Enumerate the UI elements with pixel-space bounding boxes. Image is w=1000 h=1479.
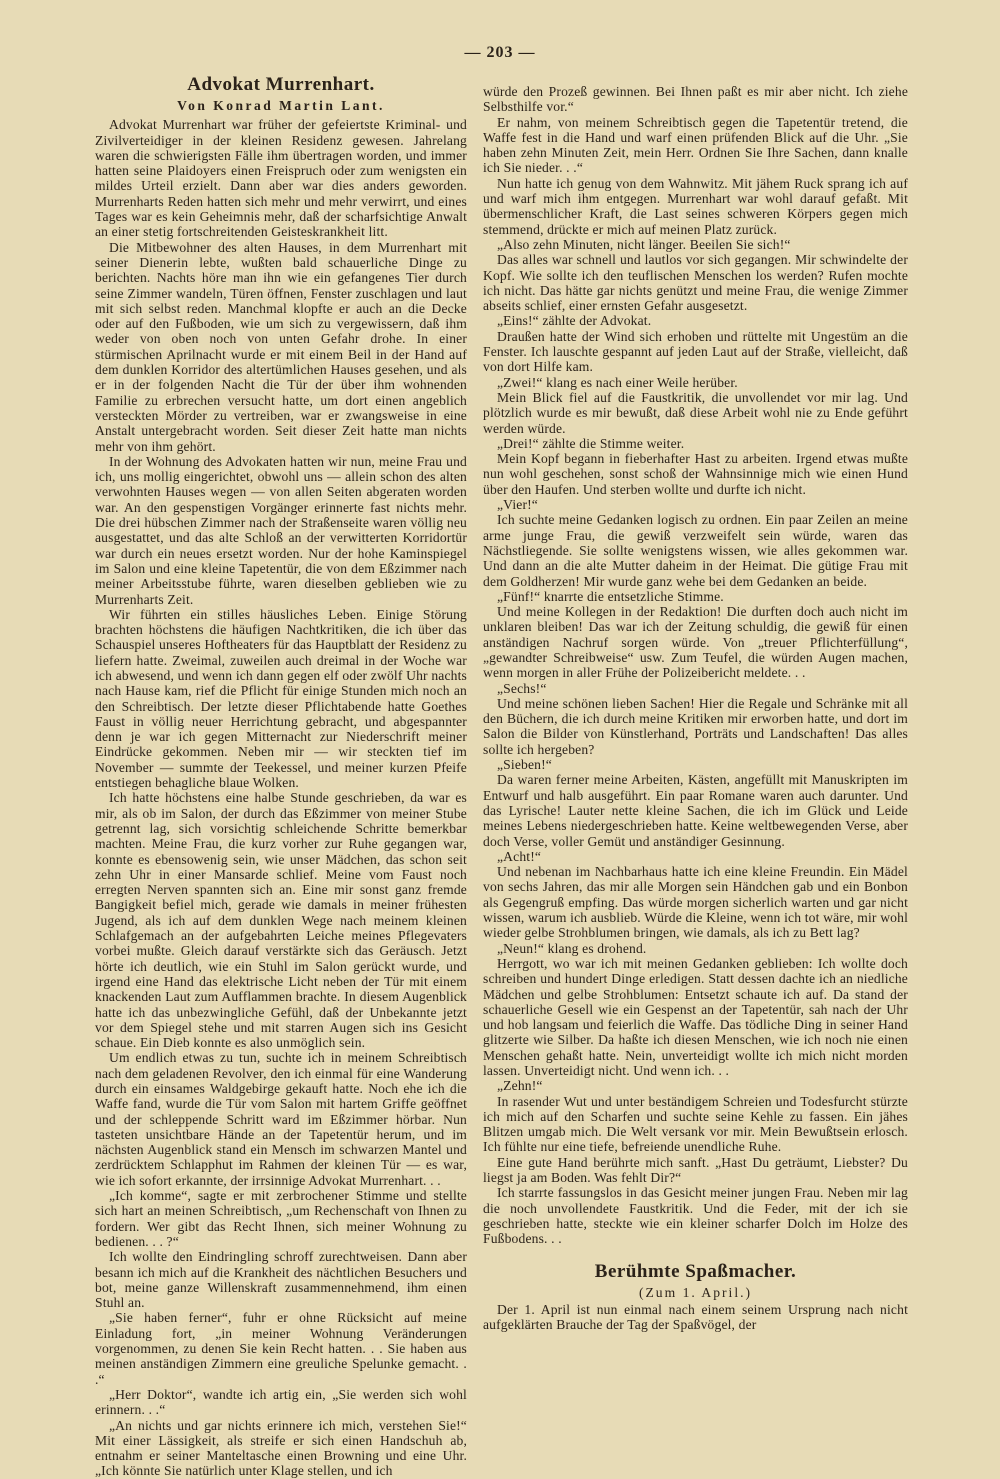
paragraph: Draußen hatte der Wind sich erhoben und rüttelte mit Ungestüm an die Fenster. Ich lauschte gespannt auf jeden Laut auf der Straße, vielleicht, daß von dort Hilfe kam. [483,328,908,375]
paragraph: „Ich komme“, sagte er mit zerbrochener Stimme und stellte sich hart an meinen Schreibtisch, „um Rechenschaft von Ihnen zu fordern. Wer gibt das Recht Ihnen, sich meiner Wohnung zu bedienen. . . ?“ [95,1188,467,1249]
paragraph: Advokat Murrenhart war früher der gefeiertste Kriminal- und Zivilverteidiger in der kleinen Residenz gewesen. Jahrelang waren die schwierigsten Fälle ihm übertragen worden, und immer hatten seine Plaidoyers einen Freispruch oder zum wenigsten ein mildes Urteil erzielt. Dann aber war dies anders geworden. Murrenharts Reden hatten sich mehr und mehr verwirrt, und eines Tages war es kein Geheimnis mehr, daß der scharfsichtige Anwalt an einer stetig fortschreitenden Geisteskrankheit litt. [95,117,467,240]
paragraph: „Fünf!“ knarrte die entsetzliche Stimme. [497,588,724,604]
paragraph: In der Wohnung des Advokaten hatten wir nun, meine Frau und ich, uns mollig eingerichtet, obwohl uns — allein schon des alten verwohnten Hauses wegen — von allen Seiten abgeraten worden war. An den gespenstigen Vorgänger erinnerte fast nichts mehr. Die drei hübschen Zimmer nach der Straßenseite waren völlig neu ausgestattet, und das alte Schloß an der verwitterten Korridortür war durch ein neues ersetzt worden. Nur der hohe Kaminspiegel im Salon und eine kleine Tapetentür, die von dem Eßzimmer nach meiner Arbeitsstube führte, waren dieselben geblieben wie zu Murrenharts Zeit. [95,453,467,607]
second-article-subtitle: (Zum 1. April.) [638,1284,753,1300]
paragraph: würde den Prozeß gewinnen. Bei Ihnen paßt es mir aber nicht. Ich ziehe Selbsthilfe vor.“ [483,84,908,115]
paragraph: Wir führten ein stilles häusliches Leben. Einige Störung brachten höchstens die häufigen Nachtkritiken, die ich über das Schauspiel unseres Hoftheaters für das Hauptblatt der Residenz zu liefern hatte. Zweimal, zuweilen auch dreimal in der Woche war ich abwesend, und wenn ich dann gegen elf oder zwölf Uhr nachts nach Hause kam, rief die Pflicht für einige Stunden mich noch an den Schreibtisch. Der letzte dieser Pflichtabende hatte Goethes Faust in völlig neuer Herrichtung gebracht, und abgespannter denn je war ich gegen Mitternacht zur Niederschrift meiner Eindrücke gekommen. Neben mir — wir steckten tief im November — summte der Teekessel, und meiner kurzen Pfeife entstiegen behagliche blaue Wolken. [95,606,467,791]
article-body-left [95,117,467,1478]
left-column [95,74,467,1479]
paragraph: Ich starrte fassungslos in das Gesicht meiner jungen Frau. Neben mir lag die noch unvollendete Faustkritik. Und die Feder, mit der ich sie geschrieben hatte, steckte wie ein kleiner scharfer Dolch im Holze des Fußbodens. . . [483,1185,908,1247]
second-article-body [483,1302,908,1333]
paragraph: „An nichts und gar nichts erinnere ich mich, verstehen Sie!“ Mit einer Lässigkeit, als streife er sich einen Handschuh ab, entnahm er seiner Manteltasche einen Browning und eine Uhr. „Ich könnte Sie natürlich unter Klage stellen, und ich [95,1417,467,1479]
paragraph: Herrgott, wo war ich mit meinen Gedanken geblieben: Ich wollte doch schreiben und hundert Dinge erledigen. Statt dessen dachte ich an niedliche Mädchen und gelbe Strohblumen: Entsetzt schaute ich auf. Da stand der schauerliche Gesell wie ein Gespenst an der Tapetentür, sah nach der Uhr und hob langsam und feierlich die Waffe. Das tödliche Ding in seiner Hand glitzerte wie Silber. Da haßte ich diesen Menschen, wie ich noch nie einen Menschen gehaßt hatte. Nein, unverteidigt wollte ich mich nicht morden lassen. Unverteidigt nicht. Und wenn ich. . . [483,955,908,1078]
paragraph: Ich hatte höchstens eine halbe Stunde geschrieben, da war es mir, als ob im Salon, der durch das Eßzimmer von meiner Stube getrennt lag, sich vorsichtig schleichende Schritte bemerkbar machten. Meine Frau, die kurz vorher zur Ruhe gegangen war, konnte es ebensowenig sein, wie unser Mädchen, das schon seit zehn Uhr in einer Mansarde schlief. Meine vom Faust noch erregten Nerven spannten sich an. Eine mir sonst ganz fremde Bangigkeit befiel mich, gerade wie damals in meiner frühesten Jugend, als ich auf dem dunklen Wege nach meinem kleinen Schlafgemach an der aufgebahrten Leiche meines Pflegevaters vorbei mußte. Gleich darauf verstärkte sich das Geräusch. Jetzt hörte ich deutlich, wie ein Stuhl im Salon gerückt wurde, und irgend eine Hand das elektrische Licht neben der Tür mit einem knackenden Laut zum Aufflammen brachte. In diesem Augenblick hatte ich das unbezwingliche Gefühl, daß der Unbekannte jetzt vor dem Spiegel stehe und mit starren Augen sich ins Gesicht schaue. Ein Dieb konnte es also unmöglich sein. [95,790,467,1051]
paragraph: Eine gute Hand berührte mich sanft. „Hast Du geträumt, Liebster? Du liegst ja am Boden. Was fehlt Dir?“ [483,1154,908,1186]
paragraph: Mein Blick fiel auf die Faustkritik, die unvollendet vor mir lag. Und plötzlich wurde es mir bewußt, daß diese Arbeit wohl nie zu Ende geführt werden würde. [483,389,908,436]
paragraph: „Neun!“ klang es drohend. [497,940,647,956]
paragraph: Ich suchte meine Gedanken logisch zu ordnen. Ein paar Zeilen an meine arme junge Frau, die gewiß verzweifelt sein würde, waren das Nächstliegende. Sie sollte wenigstens wissen, wie alles gekommen war. Und dann an die alte Mutter daheim in der Heimat. Die gütige Frau mit dem Goldherzen! Mir wurde ganz wehe bei dem Gedanken an beide. [483,512,908,589]
paragraph: Nun hatte ich genug von dem Wahnwitz. Mit jähem Ruck sprang ich auf und warf mich ihm entgegen. Murrenhart war wohl darauf gefaßt. Mit übermenschlicher Kraft, die Last seines schweren Körpers gegen mich stemmend, drückte er mich auf meinen Platz zurück. [483,175,908,237]
article-byline: Von Konrad Martin Lant. [177,98,385,113]
second-article-title: Berühmte Spaßmacher. [594,1260,797,1282]
paragraph: „Zwei!“ klang es nach einer Weile herüber. [497,374,738,390]
paragraph: Um endlich etwas zu tun, suchte ich in meinem Schreibtisch nach dem geladenen Revolver, den ich einmal für eine Wanderung durch ein einsames Waldgebirge gekauft hatte. Noch ehe ich die Waffe fand, wurde die Tür vom Salon mit hartem Griffe geöffnet und der schleppende Schritt ward im Eßzimmer hörbar. Nun tasteten unsichtbare Hände an der Tapetentür herum, und im nächsten Augenblick stand ein Mensch im schwarzen Mantel und zerdrücktem Schlapphut im Rahmen der kleinen Tür — es war, wie ich sofort erkannte, der irrsinnige Advokat Murrenhart. . . [95,1050,467,1188]
paragraph: Und nebenan im Nachbarhaus hatte ich eine kleine Freundin. Ein Mädel von sechs Jahren, das mir alle Morgen sein Händchen gab und ein Bonbon als Gegengruß empfing. Das würde morgen sicherlich warten und gar nicht wissen, warum ich ausblieb. Würde die Kleine, wenn ich tot wäre, mir wohl wieder gelbe Strohblumen bringen, wie damals, als ich zu Bett lag? [483,864,908,941]
paragraph: „Also zehn Minuten, nicht länger. Beeilen Sie sich!“ [497,236,791,252]
paragraph: „Sechs!“ [497,680,547,696]
paragraph: „Sie haben ferner“, fuhr er ohne Rücksicht auf meine Einladung fort, „in meiner Wohnung Veränderungen vorgenommen, zu denen Sie kein Recht hatten. . . Sie haben aus meinen anständigen Zimmern eine greuliche Spelunke gemacht. . .“ [95,1310,467,1387]
paragraph: „Zehn!“ [497,1078,543,1094]
paragraph: „Eins!“ zählte der Advokat. [497,313,652,329]
paragraph: Da waren ferner meine Arbeiten, Kästen, angefüllt mit Manuskripten im Entwurf und halb ausgeführt. Ein paar Romane waren auch darunter. Und das Lyrische! Lauter nette kleine Sachen, die ich im Glück und Leide meines Lebens niedergeschrieben hatte. Keine weltbewegenden Verse, aber doch Verse, voller Gemüt und anständiger Gesinnung. [483,772,908,849]
paragraph: „Vier!“ [497,497,538,513]
second-article [483,1261,908,1333]
paragraph: „Acht!“ [497,848,542,864]
paragraph: Und meine Kollegen in der Redaktion! Die durften doch auch nicht im unklaren bleiben! Das war ich der Zeitung schuldig, die gewiß für einen anständigen Nachruf sorgen würde. Von „treuer Pflichterfüllung“, „gewandter Schreibweise“ usw. Zum Teufel, die würden Augen machen, wenn morgen in aller Frühe der Polizeibericht meldete. . . [483,604,908,681]
paragraph: Das alles war schnell und lautlos vor sich gegangen. Mir schwindelte der Kopf. Wie sollte ich den teuflischen Menschen los werden? Rufen mochte ich nicht. Das hätte gar nichts genützt und meine Frau, die wenige Zimmer abseits schlief, einer ernsten Gefahr ausgesetzt. [483,252,908,314]
right-column [483,84,908,1332]
paragraph: Der 1. April ist nun einmal nach einem seinem Ursprung nach nicht aufgeklärten Brauche der Tag der Spaßvögel, der [483,1301,908,1333]
paragraph: Die Mitbewohner des alten Hauses, in dem Murrenhart mit seiner Dienerin lebte, wußten bald schauerliche Dinge zu berichten. Nachts höre man ihn wie ein gefangenes Tier durch seine Zimmer wandeln, Türen öffnen, Fenster zuschlagen und laut mit sich selbst reden. Manchmal klopfte er auch an die Decke oder auf den Fußboden, wie um sich zu vergewissern, daß ihm weder von oben noch von unten Gefahr drohe. In einer stürmischen Aprilnacht wurde er mit einem Beil in der Hand auf dem dunklen Korridor des altertümlichen Hauses gesehen, und als er in der folgenden Nacht die Tür der über ihm wohnenden Familie zu erbrechen versucht hatte, um dort einen angeblich versteckten Mörder zu vertreiben, war er zwangsweise in eine Anstalt untergebracht worden. Seit dieser Zeit hatte man nichts mehr von ihm gehört. [95,239,467,454]
paragraph: Ich wollte den Eindringling schroff zurechtweisen. Dann aber besann ich mich auf die Krankheit des nächtlichen Besuchers und bot, meine ganze Willenskraft zusammennehmend, ihm einen Stuhl an. [95,1249,467,1311]
page-number: — 203 — [464,44,536,61]
paragraph: „Herr Doktor“, wandte ich artig ein, „Sie werden sich wohl erinnern. . .“ [95,1386,467,1418]
paragraph: „Drei!“ zählte die Stimme weiter. [497,435,685,451]
paragraph: Er nahm, von meinem Schreibtisch gegen die Tapetentür tretend, die Waffe fest in die Hand und warf einen prüfenden Blick auf die Uhr. „Sie haben zehn Minuten Zeit, mein Herr. Ordnen Sie Ihre Sachen, dann knalle ich Sie nieder. . .“ [483,114,908,176]
paragraph: In rasender Wut und unter beständigem Schreien und Todesfurcht stürzte ich mich auf den Scharfen und suchte seine Kehle zu fassen. Ein jähes Blitzen umgab mich. Die Welt versank vor mir. Mein Bewußtsein erlosch. Ich fühlte nur eine tiefe, befreiende unendliche Ruhe. [483,1093,908,1155]
paragraph: „Sieben!“ [497,757,552,773]
article-title: Advokat Murrenhart. [187,74,375,95]
paragraph: Und meine schönen lieben Sachen! Hier die Regale und Schränke mit all den Büchern, die ich durch meine Kritiken mir erworben hatte, und dort im Salon die Bilder von Künstlerhand, Porträts und Landschaften! Das alles sollte ich hergeben? [483,695,908,757]
paragraph: Mein Kopf begann in fieberhafter Hast zu arbeiten. Irgend etwas mußte nun wohl geschehen, sonst schoß der Wahnsinnige mich wie einen Hund über den Haufen. Und sterben wollte und durfte ich nicht. [483,451,908,497]
article-body-right [483,84,908,1247]
